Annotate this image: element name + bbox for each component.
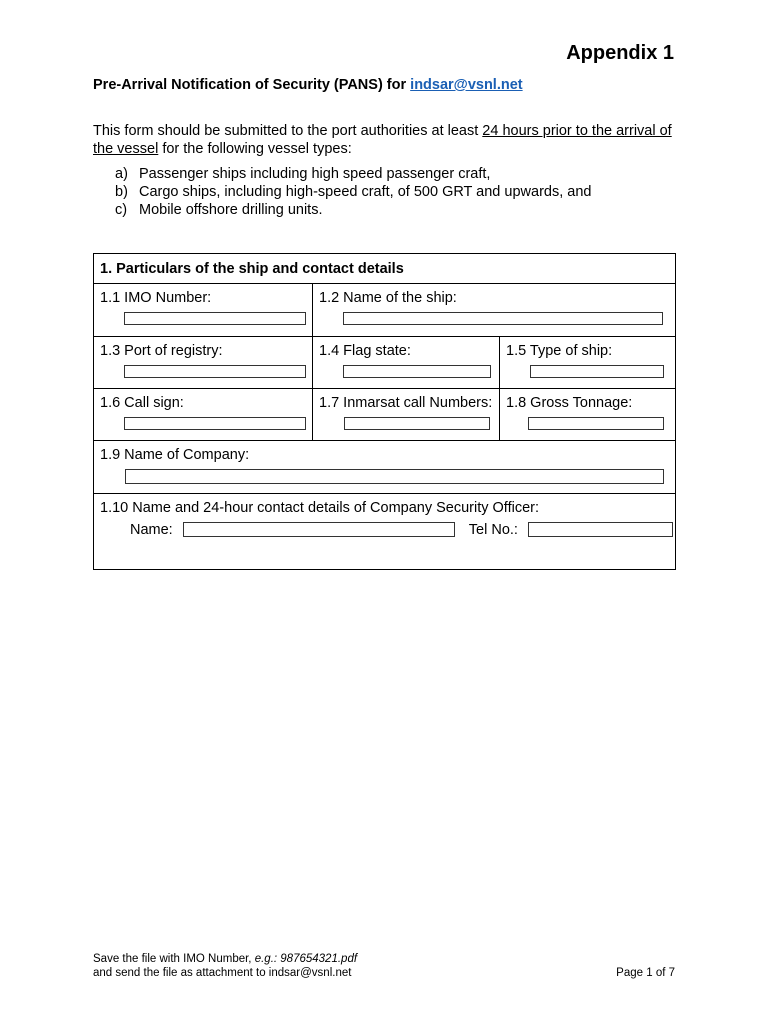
ship-name-label: 1.2 Name of the ship:: [319, 290, 457, 307]
cso-name-label: Name:: [130, 521, 173, 538]
inmarsat-cell: [313, 388, 500, 440]
inmarsat-label: 1.7 Inmarsat call Numbers:: [319, 394, 493, 411]
footer-save-text: Save the file with IMO Number,: [93, 953, 252, 965]
intro-text-end: for the following vessel types:: [162, 141, 352, 157]
inmarsat-input[interactable]: [344, 417, 490, 430]
ship-type-cell: [500, 336, 676, 388]
page-footer: [93, 952, 675, 980]
company-cell: [94, 441, 676, 493]
list-marker: c): [115, 202, 128, 218]
list-marker: a): [115, 166, 128, 182]
footer-save-instruction: [93, 952, 675, 966]
list-item: [115, 165, 591, 183]
intro-paragraph: [93, 122, 683, 158]
section-title: 1. Particulars of the ship and contact details: [94, 254, 676, 284]
ship-particulars-form: [93, 253, 676, 570]
flag-state-cell: [313, 336, 500, 388]
email-link[interactable]: indsar@vsnl.net: [410, 77, 523, 93]
vessel-type-list: [115, 165, 591, 219]
list-item-text: Mobile offshore drilling units.: [139, 202, 323, 218]
call-sign-input[interactable]: [124, 417, 306, 430]
ship-type-label: 1.5 Type of ship:: [506, 342, 613, 359]
port-registry-input[interactable]: [124, 365, 306, 378]
imo-number-input[interactable]: [124, 312, 306, 325]
form-heading-text: Pre-Arrival Notification of Security (PANS) for: [93, 77, 407, 93]
company-name-input[interactable]: [125, 469, 664, 484]
imo-number-label: 1.1 IMO Number:: [100, 290, 212, 307]
flag-state-input[interactable]: [343, 365, 491, 378]
cso-cell: [94, 493, 676, 570]
call-sign-cell: [94, 388, 313, 440]
gross-tonnage-input[interactable]: [528, 417, 664, 430]
intro-text-start: This form should be submitted to the port authorities at least: [93, 123, 479, 139]
ship-type-input[interactable]: [530, 365, 664, 378]
imo-number-cell: [94, 284, 313, 336]
list-marker: b): [115, 184, 128, 200]
call-sign-label: 1.6 Call sign:: [100, 394, 184, 411]
footer-send-instruction: and send the file as attachment to indsar@vsnl.net: [93, 967, 352, 979]
intro-deadline: 24 hours prior to the arrival of the vessel: [93, 123, 672, 157]
flag-state-label: 1.4 Flag state:: [319, 342, 411, 359]
gross-tonnage-label: 1.8 Gross Tonnage:: [506, 394, 633, 411]
cso-label: 1.10 Name and 24-hour contact details of Company Security Officer:: [100, 499, 539, 516]
form-heading: [93, 77, 523, 93]
footer-save-example: e.g.: 987654321.pdf: [254, 953, 358, 965]
port-registry-cell: [94, 336, 313, 388]
gross-tonnage-cell: [500, 388, 676, 440]
appendix-title: Appendix 1: [566, 42, 674, 64]
list-item-text: Passenger ships including high speed passenger craft,: [139, 166, 491, 182]
cso-name-input[interactable]: [183, 522, 455, 537]
port-registry-label: 1.3 Port of registry:: [100, 342, 223, 359]
cso-contact-line: [100, 522, 669, 538]
ship-name-cell: [313, 284, 676, 336]
page-number: Page 1 of 7: [616, 967, 675, 979]
list-item-text: Cargo ships, including high-speed craft, of 500 GRT and upwards, and: [139, 184, 592, 200]
cso-tel-label: Tel No.:: [468, 521, 518, 538]
ship-name-input[interactable]: [343, 312, 663, 325]
company-label: 1.9 Name of Company:: [100, 447, 250, 464]
list-item: [115, 183, 591, 201]
list-item: [115, 201, 591, 219]
cso-tel-input[interactable]: [528, 522, 673, 537]
